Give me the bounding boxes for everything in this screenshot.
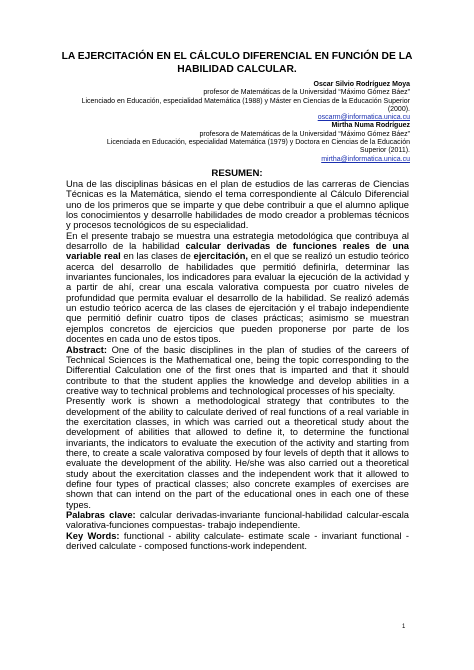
abstract-body [66, 179, 409, 551]
author-degree-cont: (2000). [387, 105, 410, 113]
abstract-paragraph: Abstract: One of the basic disciplines in the plan of studies of the careers of Technical Sciences is the Mathematical one, being the topic corresponding to the Differential Calculation one of the first ones that is imparted and that it should contribute to that the student applies the knowledge and develop abilities in a creative way to technical problems and technological processes of his specialty. [66, 344, 409, 396]
author-name: Oscar Silvio Rodríguez Moya [313, 81, 410, 88]
page-number: 1 [402, 624, 406, 630]
author-degree: Licenciada en Educación, especialidad Matemática (1979) y Doctora en Ciencias de la Educación [106, 139, 410, 147]
author-degree: Licenciado en Educación, especialidad Matemática (1988) y Máster en Ciencias de la Educación Superior [81, 97, 410, 105]
author-name: Mirtha Numa Rodríguez [331, 122, 410, 130]
author-email-link[interactable]: mirtha@informatica.unica.cu [321, 155, 410, 163]
key-words: Key Words: functional - ability calculate- estimate scale - invariant functional - derived calculate - composed functions-work independent. [66, 530, 409, 552]
palabras-label: Palabras clave: [66, 510, 136, 520]
abstract-label: Abstract: [66, 344, 108, 355]
author-degree-cont: Superior (2011). [359, 147, 410, 155]
author-email-link[interactable]: oscarm@informatica.unica.cu [317, 114, 410, 122]
resumen-paragraph: En el presente trabajo se muestra una estrategia metodológica que contribuya al desarrollo de la habilidad calcular derivadas de funciones reales de una variable real en las clases de ejercitación, en el que se realizó un estudio teórico acerca del desarrollo de habilidades que permitió definirla, determinar las invariantes funcionales, los indicadores para evaluar la ejecución de la actividad y a partir de ahí, crear una escala valorativa compuesta por cuatro niveles de profundidad que permita evaluar el desarrollo de la habilidad. Se realizó además un estudio teórico acerca de las clases de ejercitación y el trabajo independiente que permitió definir cuatro tipos de clases prácticas; asimismo se muestran ejemplos concretos de ejercicios que pueden proponerse por parte de los docentes en cada uno de estos tipos. [66, 230, 410, 345]
author-block [30, 81, 410, 164]
keywords-label: Key Words: [66, 530, 120, 541]
abstract-paragraph: Presently work is shown a methodological strategy that contributes to the development of the ability to calculate derived of real functions of a real variable in the exercitation classes, in which was carried out a theoretical study about the development of abilities that allowed to define it, to determine the functional invariants, the indicators to evaluate the execution of the activity and starting from there, to create a scale valorativa composed by four levels of depth that it allows to evaluate the development of the ability. He/she was also carried out a theoretical study about the exercitation classes and the independent work that it allowed to define four types of practical classes; also concrete examples of exercises are shown that can intend on the part of the educational ones in each one of these types. [66, 396, 409, 510]
paper-title: LA EJERCITACIÓN EN EL CÁLCULO DIFERENCIAL EN FUNCIÓN DE LA HABILIDAD CALCULAR. [61, 51, 413, 75]
resumen-heading: RESUMEN: [211, 168, 263, 179]
author-affiliation: profesor de Matemáticas de la Universidad “Máximo Gómez Báez” [203, 89, 410, 97]
palabras-clave: Palabras clave: calcular derivadas-invariante funcional-habilidad calcular-escala valorativa-funciones compuestas- trabajo independiente. [66, 510, 409, 531]
resumen-paragraph: Una de las disciplinas básicas en el plan de estudios de las carreras de Ciencias Técnicas es la Matemática, siendo el tema correspondiente al Cálculo Diferencial uno de los primeros que se imparte y que debe contribuir a que el alumno aplique los conocimientos y desarrolle habilidades de modo creador a problemas técnicos y procesos tecnológicos de su especialidad. [66, 179, 409, 231]
author-affiliation: profesora de Matemáticas de la Universidad “Máximo Gómez Báez” [199, 130, 410, 138]
